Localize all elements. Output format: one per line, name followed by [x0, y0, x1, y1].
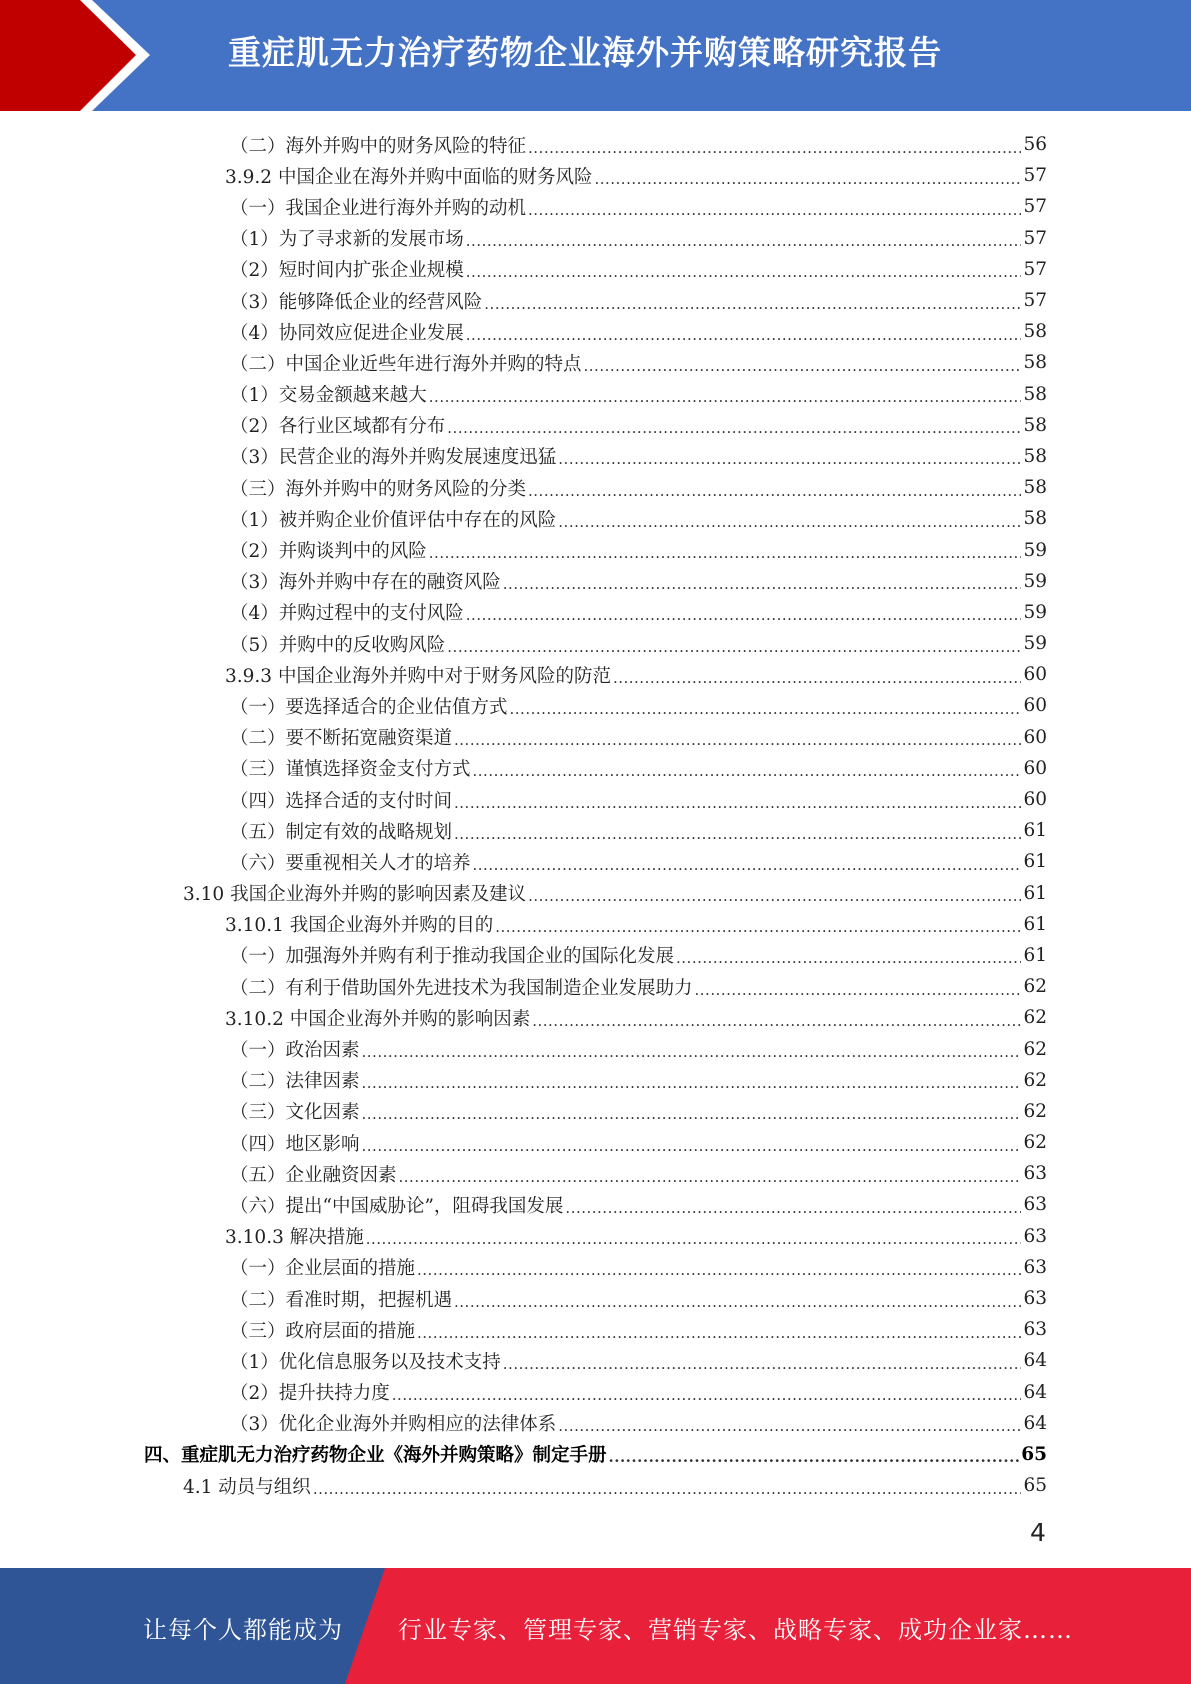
- toc-entry-page: 58: [1023, 352, 1047, 374]
- toc-entry-page: 58: [1023, 477, 1047, 499]
- toc-entry-page: 63: [1023, 1288, 1047, 1310]
- toc-entry[interactable]: [0, 160, 1047, 191]
- report-title: 重症肌无力治疗药物企业海外并购策略研究报告: [228, 33, 942, 72]
- toc-leader-dots: [399, 1163, 1022, 1185]
- toc-entry-page: 62: [1023, 1100, 1047, 1122]
- toc-entry[interactable]: [0, 316, 1047, 347]
- toc-entry-label: （五）制定有效的战略规划: [230, 821, 453, 843]
- toc-entry[interactable]: [0, 472, 1047, 503]
- toc-entry-label: （1）被并购企业价值评估中存在的风险: [230, 509, 557, 531]
- toc-leader-dots: [447, 633, 1021, 655]
- toc-entry-page: 62: [1023, 1069, 1047, 1091]
- toc-entry[interactable]: [0, 722, 1047, 753]
- toc-leader-dots: [473, 851, 1022, 873]
- toc-leader-dots: [528, 134, 1021, 156]
- toc-entry[interactable]: [0, 379, 1047, 410]
- toc-entry-label: （二）海外并购中的财务风险的特征: [230, 135, 527, 157]
- toc-entry-label: 3.9.3 中国企业海外并购中对于财务风险的防范: [225, 665, 611, 687]
- toc-leader-dots: [528, 882, 1021, 904]
- toc-entry-page: 59: [1023, 539, 1047, 561]
- toc-entry[interactable]: [0, 129, 1047, 160]
- toc-entry-page: 65: [1023, 1475, 1047, 1497]
- toc-leader-dots: [558, 508, 1021, 530]
- toc-entry-label: （六）要重视相关人才的培养: [230, 852, 471, 874]
- toc-entry-label: 3.10.3 解决措施: [225, 1227, 364, 1249]
- toc-entry-label: 四、重症肌无力治疗药物企业《海外并购策略》制定手册: [144, 1445, 607, 1467]
- toc-entry[interactable]: [0, 1096, 1047, 1127]
- toc-entry-page: 57: [1023, 290, 1047, 312]
- toc-leader-dots: [417, 1319, 1021, 1341]
- toc-entry-page: 59: [1023, 633, 1047, 655]
- toc-entry-page: 61: [1023, 882, 1047, 904]
- toc-entry-label: （5）并购中的反收购风险: [230, 634, 446, 656]
- toc-entry-page: 58: [1023, 508, 1047, 530]
- toc-leader-dots: [313, 1475, 1022, 1497]
- toc-entry[interactable]: [0, 940, 1047, 971]
- toc-entry-label: （1）交易金额越来越大: [230, 385, 427, 407]
- toc-entry[interactable]: [0, 566, 1047, 597]
- footer-slogan-right: 行业专家、管理专家、营销专家、战略专家、成功企业家……: [398, 1616, 1073, 1644]
- toc-entry-label: （六）提出“中国威胁论”，阻碍我国发展: [230, 1195, 564, 1217]
- toc-leader-dots: [510, 695, 1022, 717]
- toc-leader-dots: [466, 321, 1022, 343]
- toc-entry-page: 61: [1023, 944, 1047, 966]
- page-footer: [0, 1568, 1191, 1684]
- toc-leader-dots: [503, 570, 1022, 592]
- toc-entry-page: 60: [1023, 664, 1047, 686]
- toc-entry-page: 63: [1023, 1225, 1047, 1247]
- toc-entry-page: 57: [1023, 227, 1047, 249]
- toc-entry-page: 63: [1023, 1163, 1047, 1185]
- toc-leader-dots: [366, 1225, 1022, 1247]
- toc-entry[interactable]: [0, 1002, 1047, 1033]
- page-header: [0, 0, 1191, 111]
- toc-entry-page: 60: [1023, 726, 1047, 748]
- toc-entry[interactable]: [0, 784, 1047, 815]
- toc-leader-dots: [676, 944, 1021, 966]
- toc-entry-page: 62: [1023, 976, 1047, 998]
- toc-leader-dots: [447, 414, 1021, 436]
- toc-entry[interactable]: [0, 909, 1047, 940]
- toc-leader-dots: [503, 1350, 1022, 1372]
- toc-entry-page: 62: [1023, 1132, 1047, 1154]
- toc-entry-page: 60: [1023, 695, 1047, 717]
- toc-leader-dots: [565, 1194, 1021, 1216]
- toc-entry-label: （4）协同效应促进企业发展: [230, 322, 464, 344]
- table-of-contents: [0, 129, 1191, 1501]
- toc-leader-dots: [429, 383, 1022, 405]
- toc-entry-page: 57: [1023, 165, 1047, 187]
- toc-entry-page: 58: [1023, 383, 1047, 405]
- toc-entry[interactable]: [0, 1283, 1047, 1314]
- toc-entry-page: 63: [1023, 1256, 1047, 1278]
- toc-entry[interactable]: [0, 1439, 1047, 1470]
- toc-leader-dots: [362, 1069, 1022, 1091]
- toc-entry-page: 58: [1023, 445, 1047, 467]
- toc-entry-label: 3.10.2 中国企业海外并购的影响因素: [225, 1008, 531, 1030]
- toc-entry-page: 57: [1023, 196, 1047, 218]
- toc-entry-label: （1）为了寻求新的发展市场: [230, 229, 464, 251]
- header-red-chevron: [0, 0, 160, 111]
- toc-leader-dots: [584, 352, 1022, 374]
- toc-entry[interactable]: [0, 628, 1047, 659]
- toc-entry-label: （四）地区影响: [230, 1133, 360, 1155]
- toc-entry[interactable]: [0, 410, 1047, 441]
- toc-entry-page: 58: [1023, 321, 1047, 343]
- toc-leader-dots: [466, 258, 1022, 280]
- toc-entry[interactable]: [0, 347, 1047, 378]
- toc-leader-dots: [362, 1038, 1022, 1060]
- toc-entry[interactable]: [0, 1033, 1047, 1064]
- toc-entry-page: 59: [1023, 570, 1047, 592]
- toc-leader-dots: [609, 1443, 1020, 1465]
- toc-entry-page: 62: [1023, 1038, 1047, 1060]
- toc-entry-label: （2）短时间内扩张企业规模: [230, 260, 464, 282]
- toc-entry[interactable]: [0, 1189, 1047, 1220]
- toc-entry[interactable]: [0, 1221, 1047, 1252]
- toc-entry-label: （二）中国企业近些年进行海外并购的特点: [230, 353, 582, 375]
- toc-entry-label: （1）优化信息服务以及技术支持: [230, 1351, 501, 1373]
- toc-entry[interactable]: [0, 191, 1047, 222]
- toc-leader-dots: [528, 477, 1021, 499]
- toc-entry-page: 61: [1023, 820, 1047, 842]
- toc-leader-dots: [484, 290, 1021, 312]
- toc-entry-label: （3）能够降低企业的经营风险: [230, 291, 483, 313]
- toc-leader-dots: [454, 726, 1021, 748]
- toc-entry-page: 64: [1023, 1350, 1047, 1372]
- toc-entry[interactable]: [0, 1408, 1047, 1439]
- toc-entry-label: （二）有利于借助国外先进技术为我国制造企业发展助力: [230, 977, 693, 999]
- toc-entry-label: （2）各行业区域都有分布: [230, 416, 446, 438]
- toc-entry[interactable]: [0, 1345, 1047, 1376]
- toc-entry[interactable]: [0, 878, 1047, 909]
- toc-leader-dots: [454, 789, 1021, 811]
- toc-entry-label: （3）优化企业海外并购相应的法律体系: [230, 1414, 557, 1436]
- toc-entry[interactable]: [0, 441, 1047, 472]
- toc-leader-dots: [558, 1412, 1021, 1434]
- toc-entry-page: 62: [1023, 1007, 1047, 1029]
- toc-entry[interactable]: [0, 846, 1047, 877]
- toc-entry[interactable]: [0, 254, 1047, 285]
- toc-entry-page: 56: [1023, 134, 1047, 156]
- toc-entry-page: 65: [1021, 1443, 1047, 1465]
- toc-entry[interactable]: [0, 534, 1047, 565]
- toc-entry-label: （一）我国企业进行海外并购的动机: [230, 197, 527, 219]
- toc-entry-label: （二）法律因素: [230, 1071, 360, 1093]
- footer-slogan-left: 让每个人都能成为: [143, 1616, 343, 1644]
- toc-leader-dots: [362, 1100, 1022, 1122]
- toc-entry-label: （一）企业层面的措施: [230, 1258, 416, 1280]
- toc-entry-label: （二）看准时期，把握机遇: [230, 1289, 453, 1311]
- toc-entry-label: 3.10 我国企业海外并购的影响因素及建议: [183, 884, 527, 906]
- toc-entry-label: （4）并购过程中的支付风险: [230, 603, 464, 625]
- toc-entry[interactable]: [0, 1377, 1047, 1408]
- toc-entry-label: （三）海外并购中的财务风险的分类: [230, 478, 527, 500]
- toc-entry[interactable]: [0, 1470, 1047, 1501]
- toc-leader-dots: [473, 757, 1022, 779]
- toc-entry[interactable]: [0, 971, 1047, 1002]
- toc-entry-label: （四）选择合适的支付时间: [230, 790, 453, 812]
- toc-entry[interactable]: [0, 597, 1047, 628]
- toc-entry-label: 4.1 动员与组织: [183, 1476, 311, 1498]
- toc-entry-page: 61: [1023, 913, 1047, 935]
- toc-leader-dots: [558, 445, 1021, 467]
- toc-entry-page: 63: [1023, 1194, 1047, 1216]
- toc-entry-label: （一）加强海外并购有利于推动我国企业的国际化发展: [230, 946, 675, 968]
- toc-leader-dots: [532, 1007, 1021, 1029]
- toc-entry[interactable]: [0, 1127, 1047, 1158]
- toc-entry[interactable]: [0, 659, 1047, 690]
- toc-entry-label: （二）要不断拓宽融资渠道: [230, 728, 453, 750]
- toc-entry-label: （2）并购谈判中的风险: [230, 541, 427, 563]
- toc-leader-dots: [454, 820, 1021, 842]
- toc-leader-dots: [466, 601, 1022, 623]
- toc-entry-page: 61: [1023, 851, 1047, 873]
- toc-leader-dots: [454, 1288, 1021, 1310]
- toc-leader-dots: [594, 165, 1021, 187]
- toc-entry-page: 59: [1023, 601, 1047, 623]
- toc-entry[interactable]: [0, 223, 1047, 254]
- toc-entry-page: 57: [1023, 258, 1047, 280]
- toc-leader-dots: [392, 1381, 1022, 1403]
- toc-entry-label: （一）要选择适合的企业估值方式: [230, 696, 508, 718]
- toc-leader-dots: [466, 227, 1022, 249]
- toc-entry-label: 3.10.1 我国企业海外并购的目的: [225, 915, 494, 937]
- toc-entry[interactable]: [0, 1314, 1047, 1345]
- toc-leader-dots: [695, 976, 1022, 998]
- toc-leader-dots: [495, 913, 1021, 935]
- toc-entry[interactable]: [0, 503, 1047, 534]
- toc-entry-label: （三）文化因素: [230, 1102, 360, 1124]
- page-number: 4: [1030, 1518, 1046, 1547]
- toc-entry-label: （3）民营企业的海外并购发展速度迅猛: [230, 447, 557, 469]
- toc-leader-dots: [613, 664, 1021, 686]
- toc-entry[interactable]: [0, 1158, 1047, 1189]
- toc-leader-dots: [417, 1256, 1021, 1278]
- toc-entry-label: （三）政府层面的措施: [230, 1320, 416, 1342]
- toc-entry-page: 63: [1023, 1319, 1047, 1341]
- toc-entry-page: 60: [1023, 757, 1047, 779]
- toc-leader-dots: [429, 539, 1022, 561]
- toc-entry[interactable]: [0, 690, 1047, 721]
- toc-entry-page: 64: [1023, 1381, 1047, 1403]
- toc-leader-dots: [362, 1132, 1022, 1154]
- toc-entry-page: 60: [1023, 789, 1047, 811]
- toc-entry-label: （2）提升扶持力度: [230, 1383, 390, 1405]
- toc-entry-label: 3.9.2 中国企业在海外并购中面临的财务风险: [225, 166, 593, 188]
- toc-leader-dots: [528, 196, 1021, 218]
- toc-entry[interactable]: [0, 815, 1047, 846]
- toc-entry-page: 64: [1023, 1412, 1047, 1434]
- toc-entry-page: 58: [1023, 414, 1047, 436]
- toc-entry-label: （3）海外并购中存在的融资风险: [230, 572, 501, 594]
- toc-entry[interactable]: [0, 285, 1047, 316]
- toc-entry-label: （五）企业融资因素: [230, 1164, 397, 1186]
- toc-entry[interactable]: [0, 753, 1047, 784]
- toc-entry-label: （一）政治因素: [230, 1040, 360, 1062]
- toc-entry-label: （三）谨慎选择资金支付方式: [230, 759, 471, 781]
- toc-entry[interactable]: [0, 1065, 1047, 1096]
- toc-entry[interactable]: [0, 1252, 1047, 1283]
